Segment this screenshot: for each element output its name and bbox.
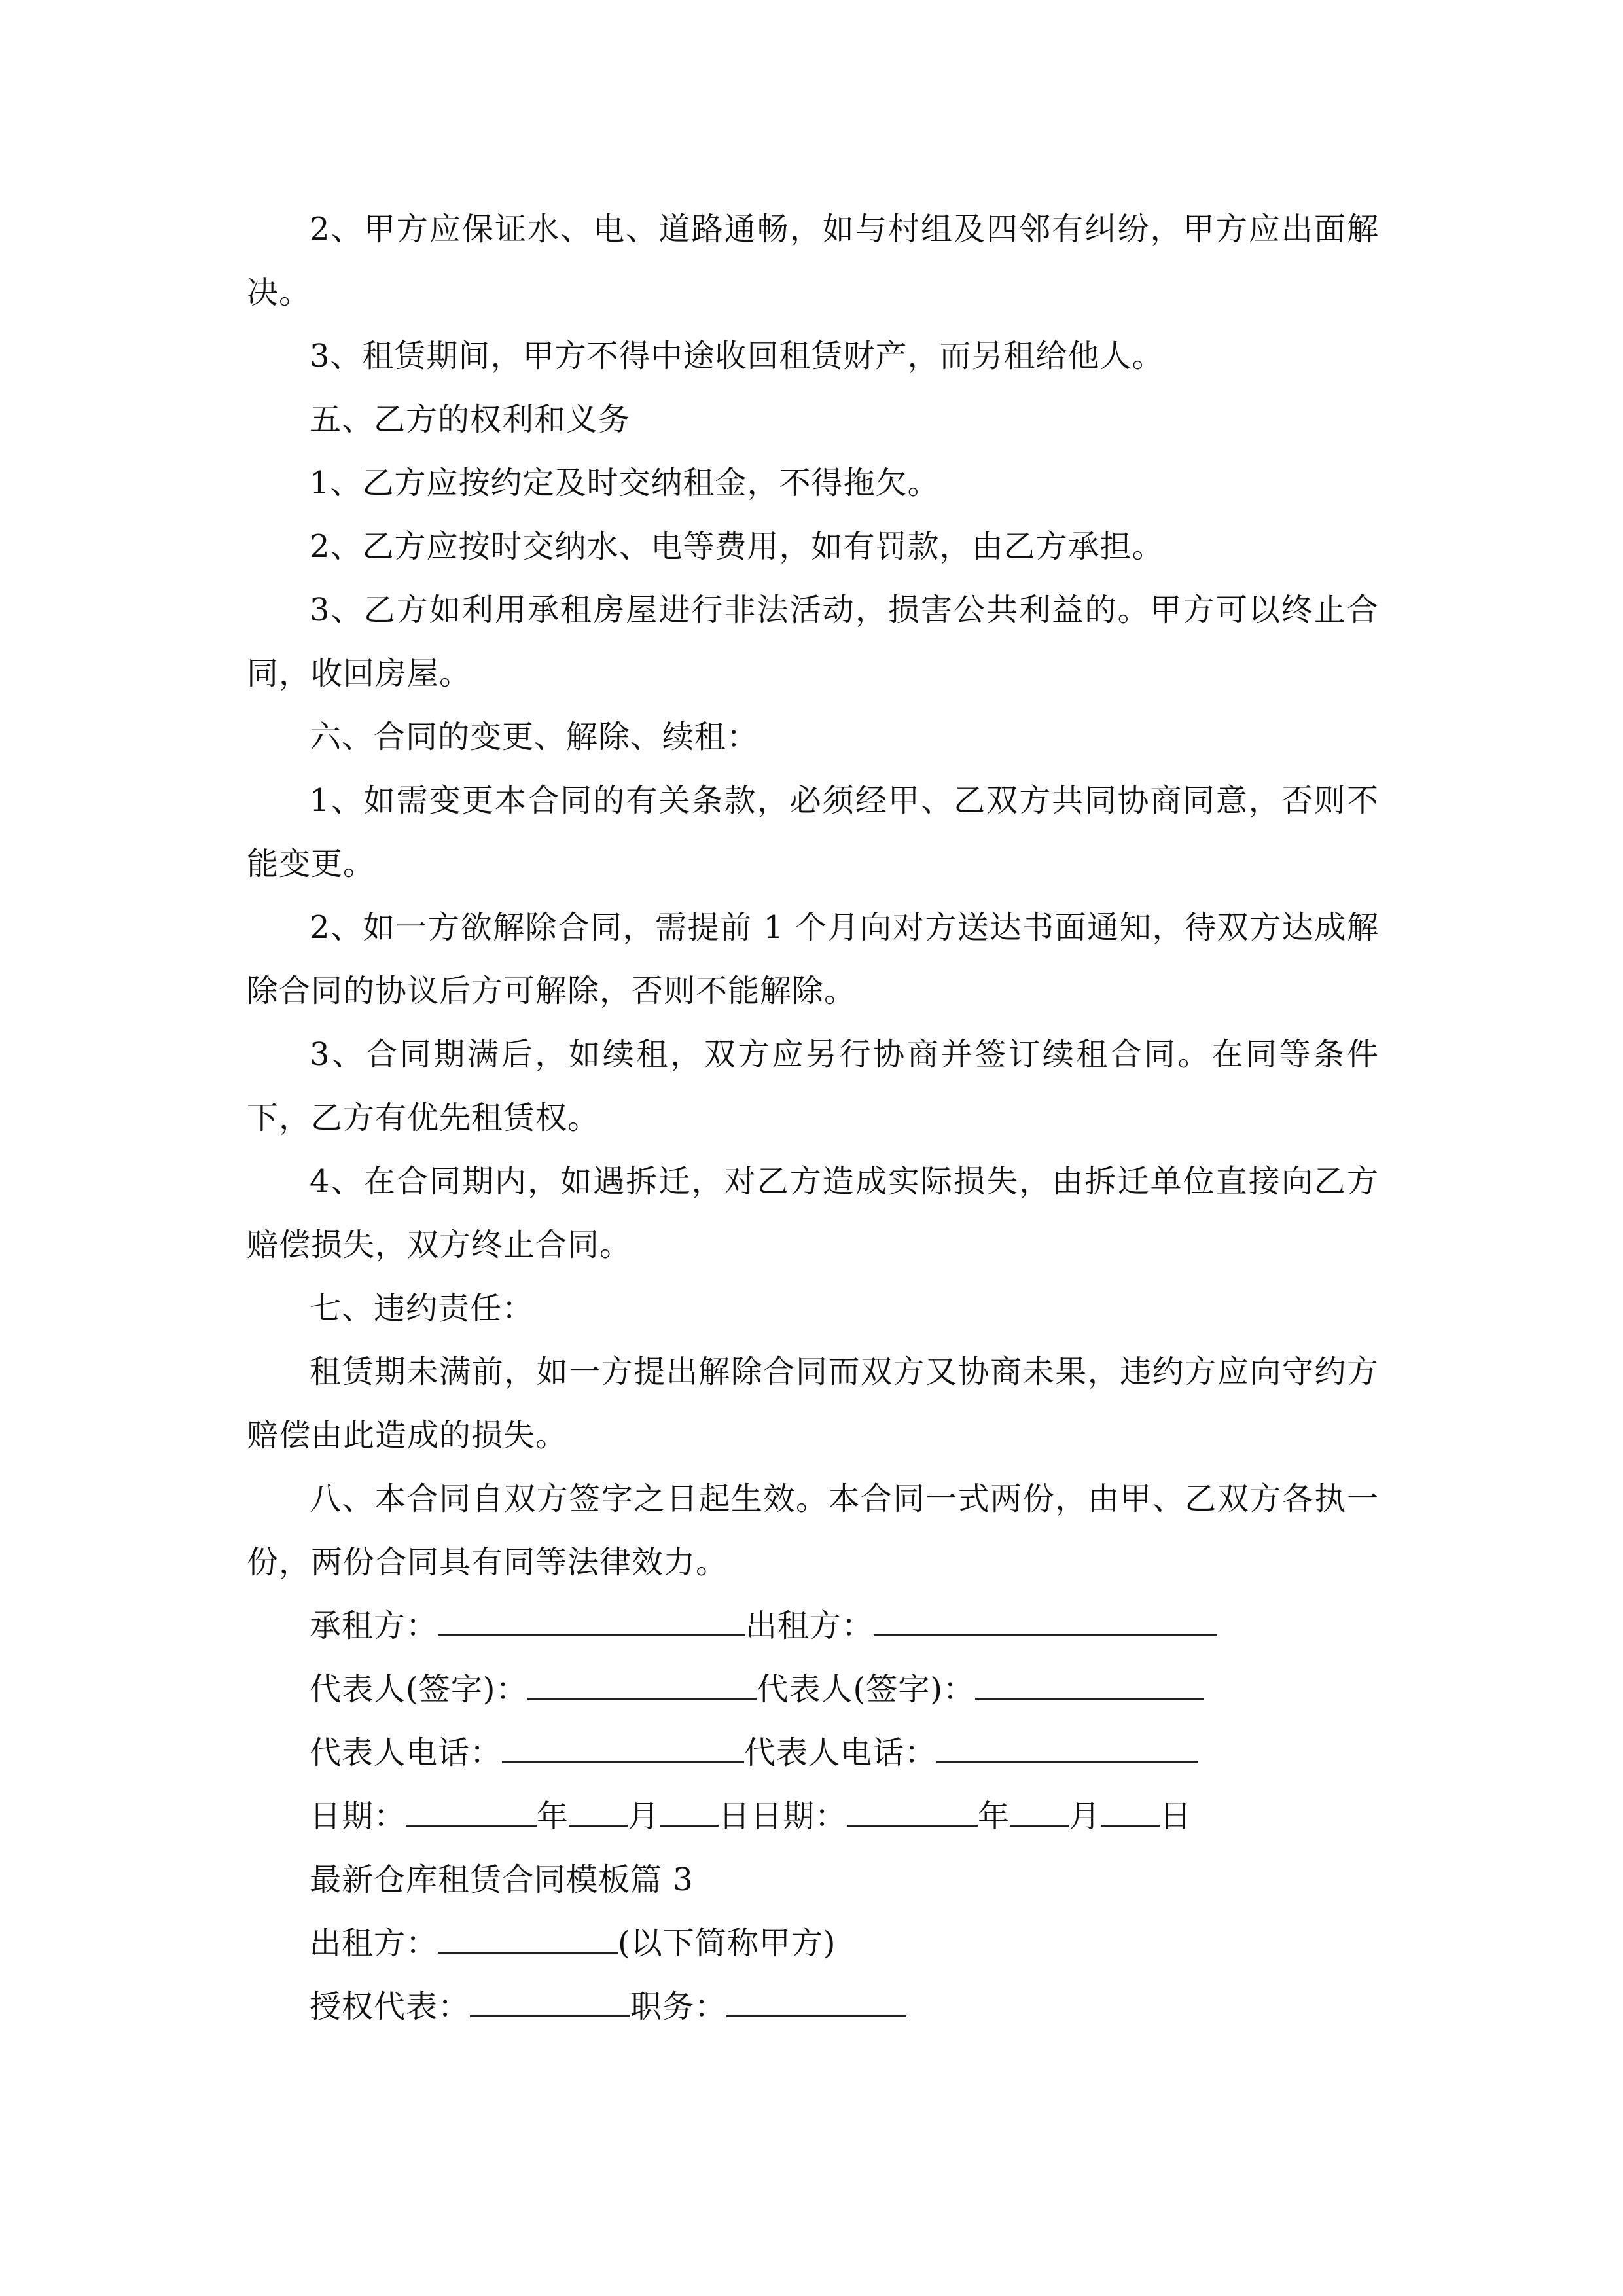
section-heading: 七、违约责任： — [310, 1290, 535, 1327]
rep-phone-label: 代表人电话： — [310, 1734, 503, 1771]
clause-paragraph: 1、如需变更本合同的有关条款，必须经甲、乙双方共同协商同意，否则不能变更。 — [247, 782, 1379, 882]
section3-auth-line — [247, 1975, 1379, 2039]
lessee-label: 承租方： — [310, 1607, 438, 1644]
lessor-label: 出租方： — [745, 1607, 874, 1644]
clause-paragraph: 租赁期未满前，如一方提出解除合同而双方又协商未果，违约方应向守约方赔偿由此造成的损失。 — [247, 1354, 1379, 1454]
year-label: 年 — [978, 1798, 1010, 1835]
contract-body — [247, 198, 1379, 2039]
clause-paragraph: 2、如一方欲解除合同，需提前 1 个月向对方送达书面通知，待双方达成解除合同的协议后方可解除，否则不能解除。 — [247, 909, 1379, 1009]
date-label: 日期： — [310, 1798, 406, 1835]
rep-sign-label: 代表人(签字)： — [310, 1671, 528, 1708]
signature-line-representatives — [247, 1658, 1379, 1721]
rep-phone-blank[interactable] — [502, 1732, 744, 1763]
rep-phone-label: 代表人电话： — [744, 1734, 937, 1771]
year-blank[interactable] — [406, 1796, 537, 1827]
section3-lessor-line — [247, 1912, 1379, 1975]
clause-paragraph: 3、租赁期间，甲方不得中途收回租赁财产，而另租给他人。 — [310, 338, 1164, 374]
position-blank[interactable] — [726, 1986, 906, 2017]
date-label: 日日期： — [719, 1798, 847, 1835]
lessor-suffix: (以下简称甲方) — [618, 1925, 836, 1962]
clause-paragraph: 2、乙方应按时交纳水、电等费用，如有罚款，由乙方承担。 — [310, 528, 1164, 565]
month-label: 月 — [1069, 1798, 1101, 1835]
month-blank[interactable] — [1010, 1796, 1069, 1827]
month-blank[interactable] — [569, 1796, 628, 1827]
rep-phone-blank[interactable] — [936, 1732, 1198, 1763]
rep-sign-label: 代表人(签字)： — [757, 1671, 975, 1708]
day-blank[interactable] — [660, 1796, 719, 1827]
auth-rep-label: 授权代表： — [310, 1988, 471, 2025]
year-label: 年 — [537, 1798, 569, 1835]
auth-rep-blank[interactable] — [470, 1986, 630, 2017]
clause-paragraph: 八、本合同自双方签字之日起生效。本合同一式两份，由甲、乙双方各执一份，两份合同具有同等法律效力。 — [247, 1480, 1379, 1581]
signature-line-parties — [247, 1594, 1379, 1658]
position-label: 职务： — [630, 1988, 727, 2025]
clause-paragraph: 4、在合同期内，如遇拆迁，对乙方造成实际损失，由拆迁单位直接向乙方赔偿损失，双方终止合同。 — [247, 1163, 1379, 1263]
rep-sign-blank[interactable] — [975, 1669, 1204, 1700]
clause-paragraph: 3、乙方如利用承租房屋进行非法活动，损害公共利益的。甲方可以终止合同，收回房屋。 — [247, 592, 1379, 692]
rep-sign-blank[interactable] — [527, 1669, 757, 1700]
lessee-blank[interactable] — [438, 1605, 745, 1636]
clause-paragraph: 2、甲方应保证水、电、道路通畅，如与村组及四邻有纠纷，甲方应出面解决。 — [247, 211, 1379, 311]
section-heading: 六、合同的变更、解除、续租： — [310, 719, 759, 755]
lessor-label: 出租方： — [310, 1925, 438, 1962]
lessor-blank[interactable] — [874, 1605, 1217, 1636]
signature-line-phones — [247, 1721, 1379, 1785]
year-blank[interactable] — [847, 1796, 978, 1827]
clause-paragraph: 3、合同期满后，如续租，双方应另行协商并签订续租合同。在同等条件下，乙方有优先租赁权。 — [247, 1036, 1379, 1136]
section3-title: 最新仓库租赁合同模板篇 3 — [310, 1861, 694, 1898]
signature-line-dates — [247, 1785, 1379, 1848]
section-heading: 五、乙方的权利和义务 — [310, 401, 631, 438]
day-label: 日 — [1160, 1798, 1192, 1835]
month-label: 月 — [628, 1798, 660, 1835]
lessor-blank[interactable] — [438, 1923, 618, 1954]
day-blank[interactable] — [1101, 1796, 1160, 1827]
clause-paragraph: 1、乙方应按约定及时交纳租金，不得拖欠。 — [310, 465, 940, 501]
